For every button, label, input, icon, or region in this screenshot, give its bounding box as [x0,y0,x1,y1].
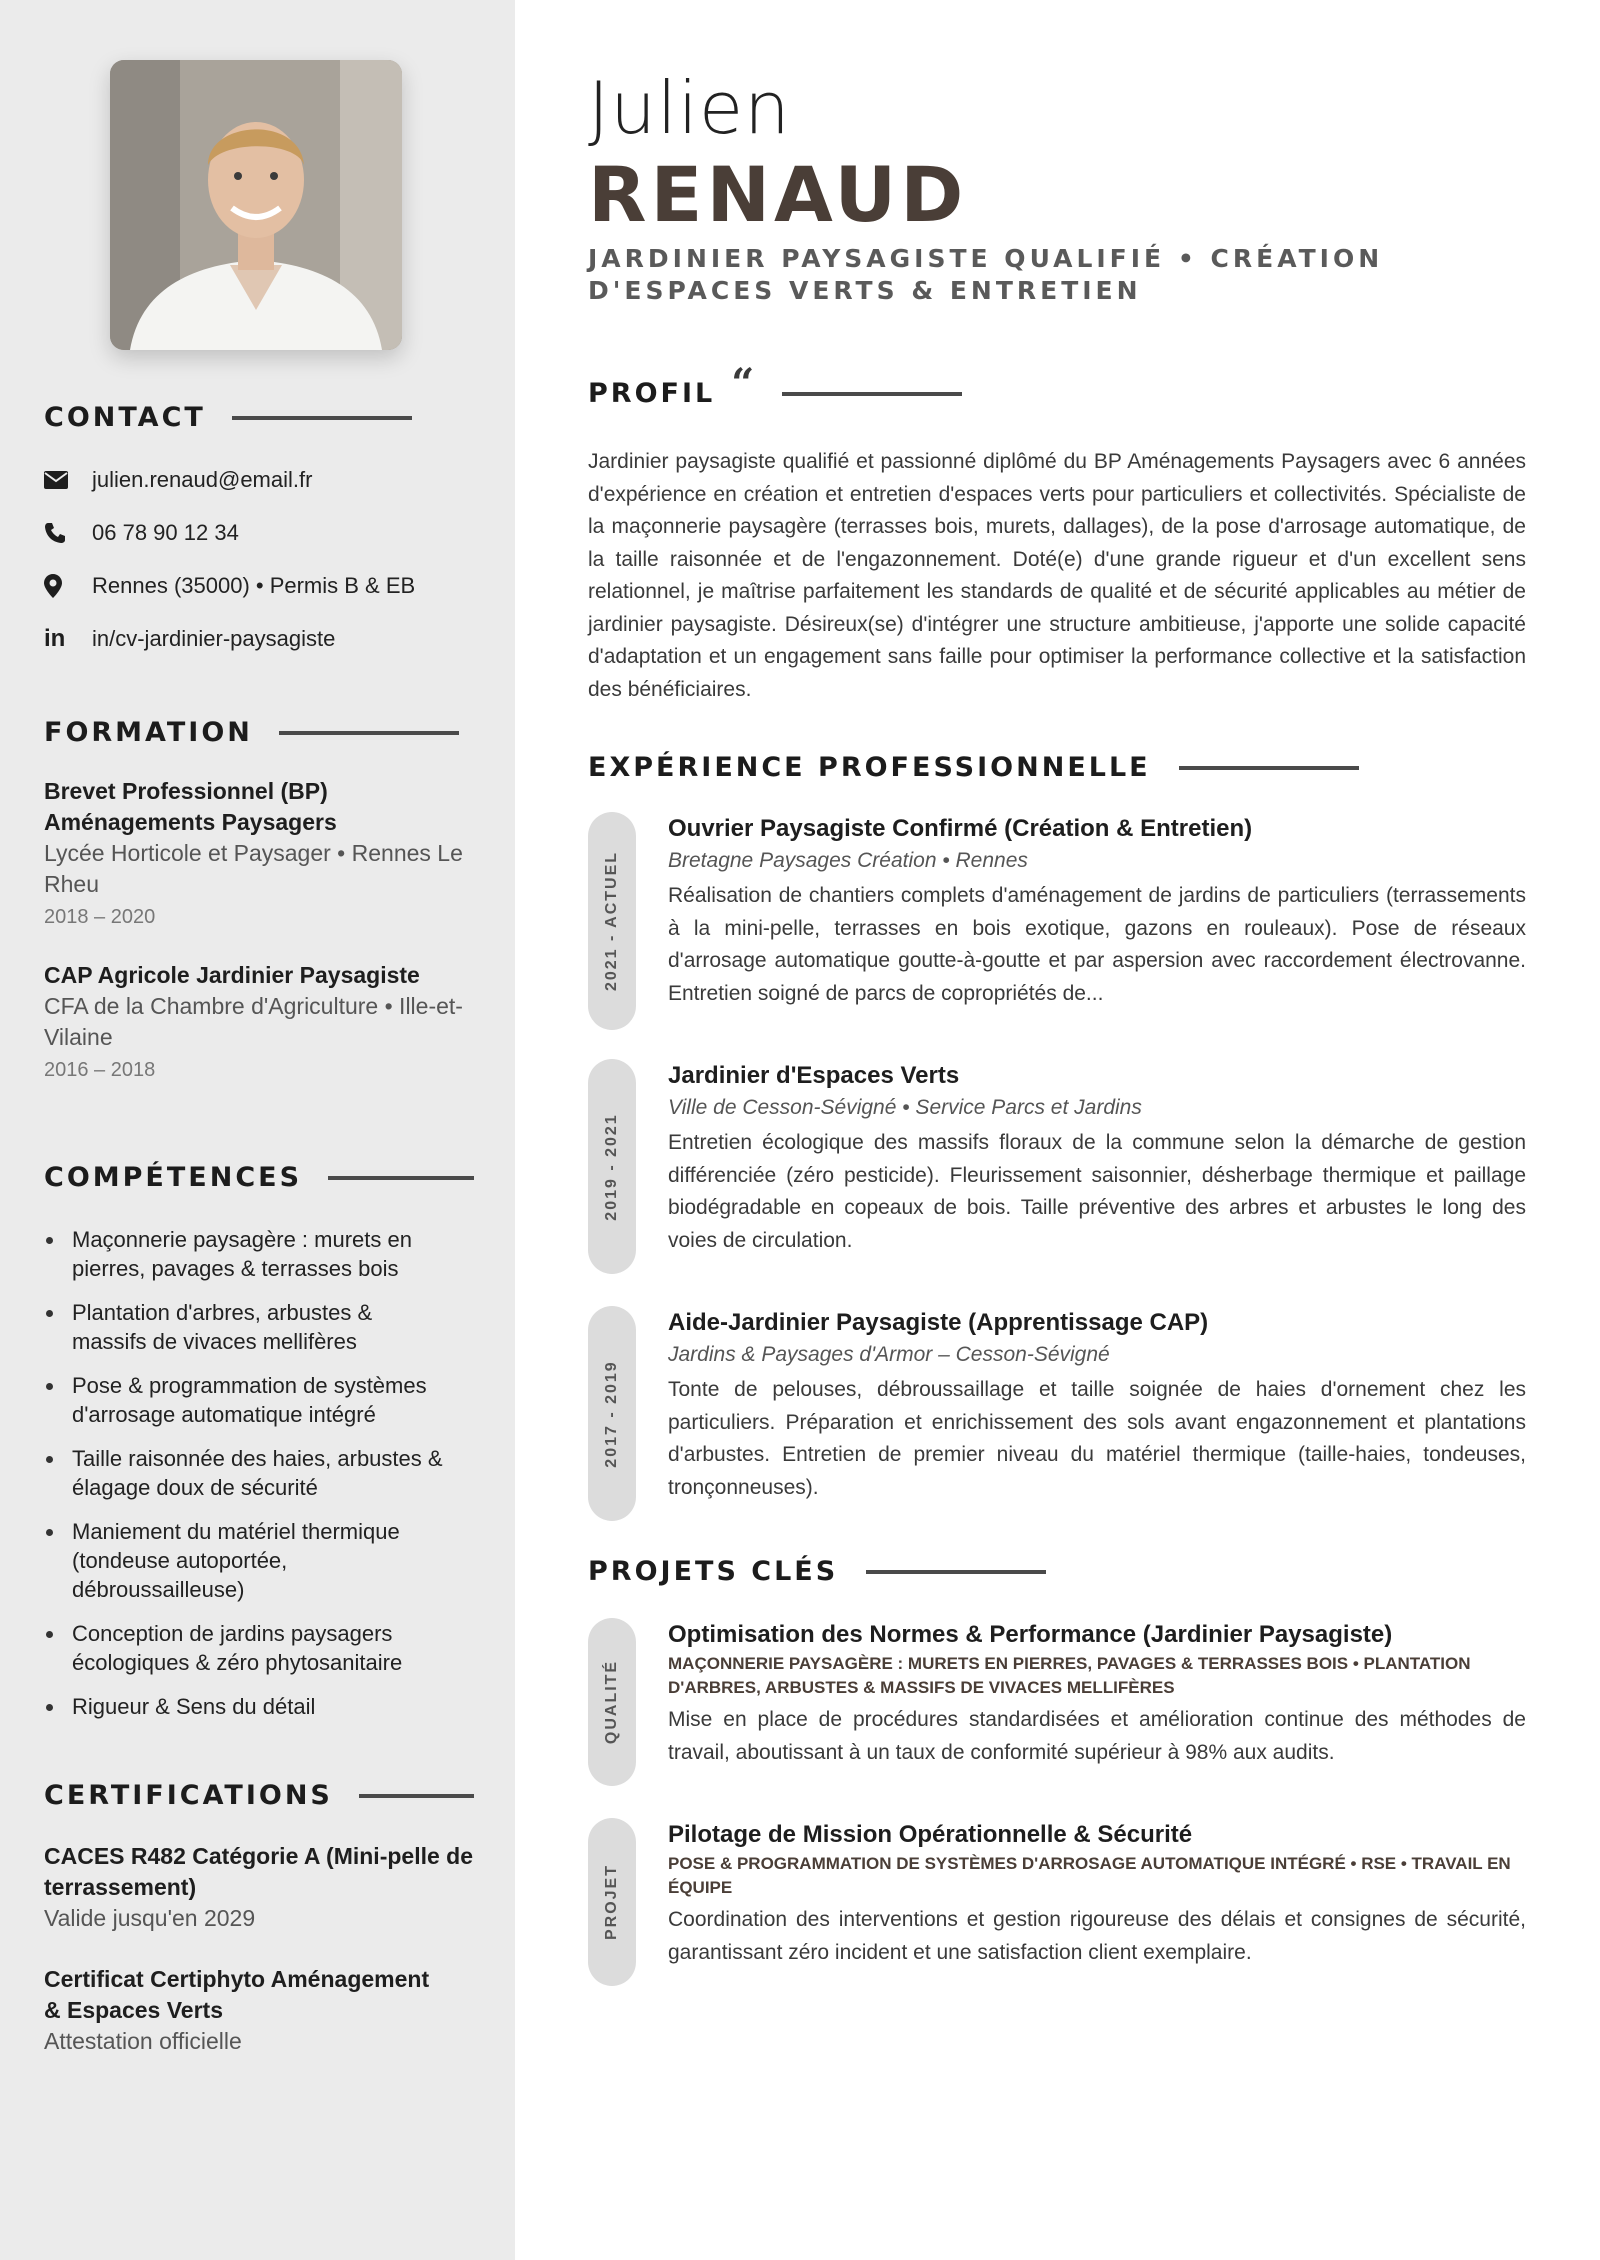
job-company: Bretagne Paysages Création • Rennes [668,849,1028,872]
job-company: Ville de Cesson-Sévigné • Service Parcs et Jardins [668,1096,1142,1119]
formation-dates: 2016 – 2018 [44,1059,156,1081]
contact-location [44,559,474,612]
formation-school: Lycée Horticole et Paysager • Rennes Le [44,840,463,866]
last-name: RENAUD [588,150,968,239]
experience-heading: EXPÉRIENCE PROFESSIONNELLE [588,752,1359,783]
heading-divider [782,392,962,396]
first-name: Julien [588,66,791,150]
project-description: Mise en place de procédures standardisées et amélioration continue des méthodes de travail, aboutissant à un taux de conformité supérieur à 98% aux audits. [668,1708,1526,1764]
formation-school: Rheu [44,871,99,897]
profile-text: Jardinier paysagiste qualifié et passionné diplômé du BP Aménagements Paysagers avec 6 années d'expérience en création et entretien d'espaces verts pour particuliers et collectivités. Spécialiste de la maçonnerie paysagère (terrasses bois, murets, dallages), de la pose d'arrosage automatique, de la taille raisonnée et de l'engazonnement. Doté(e) d'une grande rigueur et d'un excellent sens relationnel, je maîtrise parfaitement les standards de qualité et de sécurité applicables au métier de jardinier paysagiste. Désireux(se) d'intégrer une structure ambitieuse, j'apporte une solide capacité d'adaptation et un engagement sans faille pour optimiser la performance collective et la satisfaction des bénéficiaires. [588,450,1526,701]
heading-divider [359,1794,474,1798]
skill-item: Maniement du matériel thermique (tondeuse autoportée, débroussailleuse) [44,1517,474,1604]
period-pill: 2017 - 2019 [588,1306,636,1521]
heading-divider [1179,766,1359,770]
project-label-pill: QUALITÉ [588,1618,636,1786]
job-description: Entretien écologique des massifs floraux de la commune selon la démarche de gestion différenciée (zéro pesticide). Fleurissement saisonnier, désherbage thermique et paillage biodégradable en copeaux de bois. Taille préventive des arbres et arbustes le long des voies de circulation. [668,1131,1526,1252]
formation-school: Vilaine [44,1024,113,1050]
certification-title: Certificat Certiphyto Aménagement [44,1966,430,1992]
skill-item: Pose & programmation de systèmes d'arrosage automatique intégré [44,1371,474,1429]
job-description: Réalisation de chantiers complets d'aménagement de jardins de particuliers (terrassements à la mini-pelle, terrasses en bois exotique, gazons en rouleaux). Pose de réseaux d'arrosage automatique goutte-à-goutte et par aspersion avec raccordement électrovanne. Entretien soigné de parcs de copropriétés de... [668,884,1526,1005]
certification-title: & Espaces Verts [44,1997,224,2023]
project-tags: POSE & PROGRAMMATION DE SYSTÈMES D'ARROSAGE AUTOMATIQUE INTÉGRÉ • RSE • TRAVAIL EN ÉQUIPE [668,1854,1511,1897]
formation-title: Aménagements Paysagers [44,809,337,835]
skill-item: Taille raisonnée des haies, arbustes & élagage doux de sécurité [44,1444,474,1502]
quote-icon: “ [731,360,755,407]
formation-school: CFA de la Chambre d'Agriculture • Ille-et- [44,993,463,1019]
heading-divider [232,416,412,420]
email-text: julien.renaud@email.fr [92,466,313,492]
phone-icon [44,522,92,544]
profile-heading: PROFIL “ [588,370,962,417]
heading-divider [866,1570,1046,1574]
contact-phone[interactable] [44,506,474,559]
sidebar [0,0,515,2260]
heading-divider [328,1176,474,1180]
skill-item: Rigueur & Sens du détail [44,1692,474,1721]
formation-title: Brevet Professionnel (BP) [44,778,328,804]
certification-item [44,1841,474,1934]
skills-heading: COMPÉTENCES [44,1162,474,1193]
certification-title: terrassement) [44,1874,197,1900]
skill-item: Maçonnerie paysagère : murets en pierres, pavages & terrasses bois [44,1225,474,1283]
project-title: Optimisation des Normes & Performance (Jardinier Paysagiste) [668,1621,1393,1648]
contact-linkedin[interactable] [44,612,474,665]
certification-item [44,1964,474,2057]
headline: JARDINIER PAYSAGISTE QUALIFIÉ • CRÉATION D'ESPACES VERTS & ENTRETIEN [588,244,1384,305]
certification-title: CACES R482 Catégorie A (Mini-pelle de [44,1843,473,1869]
formation-item [44,960,474,1087]
job-title: Jardinier d'Espaces Verts [668,1062,960,1089]
envelope-icon [44,471,92,489]
phone-text: 06 78 90 12 34 [92,519,239,545]
certification-validity: Valide jusqu'en 2029 [44,1905,256,1931]
skills-list [44,1225,474,1721]
formation-title: CAP Agricole Jardinier Paysagiste [44,962,420,988]
project-tags: MAÇONNERIE PAYSAGÈRE : MURETS EN PIERRES, PAVAGES & TERRASSES BOIS • PLANTATION D'ARBRES, ARBUSTES & MASSIFS DE VIVACES MELLIFÈRES [668,1654,1471,1697]
contact-email[interactable] [44,453,474,506]
contact-section [44,402,474,665]
heading-divider [279,731,459,735]
period-pill: 2019 - 2021 [588,1059,636,1274]
linkedin-icon: in [44,624,66,652]
skill-item: Plantation d'arbres, arbustes & massifs de vivaces mellifères [44,1298,474,1356]
formation-item [44,776,474,934]
profile-photo [110,60,402,350]
job-company: Jardins & Paysages d'Armor – Cesson-Sévigné [668,1343,1110,1366]
formation-section [44,717,474,1087]
job-title: Aide-Jardinier Paysagiste (Apprentissage CAP) [668,1309,1209,1336]
certification-validity: Attestation officielle [44,2028,242,2054]
formation-dates: 2018 – 2020 [44,906,156,928]
job-description: Tonte de pelouses, débroussaillage et taille soignée de haies d'ornement chez les particuliers. Préparation et enrichissement des sols avant engazonnement et plantations d'arbustes. Entretien de premier niveau du matériel thermique (taille-haies, tondeuses, tronçonneuses). [668,1378,1526,1499]
project-title: Pilotage de Mission Opérationnelle & Sécurité [668,1821,1193,1848]
project-description: Coordination des interventions et gestion rigoureuse des délais et consignes de sécurité, garantissant zéro incident et une satisfaction client exemplaire. [668,1908,1526,1964]
skill-item: Conception de jardins paysagers écologiques & zéro phytosanitaire [44,1619,474,1677]
contact-heading: CONTACT [44,402,474,433]
period-pill: 2021 - ACTUEL [588,812,636,1030]
projects-heading: PROJETS CLÉS [588,1556,1046,1587]
project-label-pill: PROJET [588,1818,636,1986]
map-pin-icon [44,574,92,598]
location-text: Rennes (35000) • Permis B & EB [92,572,416,598]
skills-section [44,1162,474,1736]
certifications-heading: CERTIFICATIONS [44,1780,474,1811]
formation-heading: FORMATION [44,717,474,748]
job-title: Ouvrier Paysagiste Confirmé (Création & Entretien) [668,815,1253,842]
linkedin-text: in/cv-jardinier-paysagiste [92,625,336,651]
certifications-section [44,1780,474,2057]
